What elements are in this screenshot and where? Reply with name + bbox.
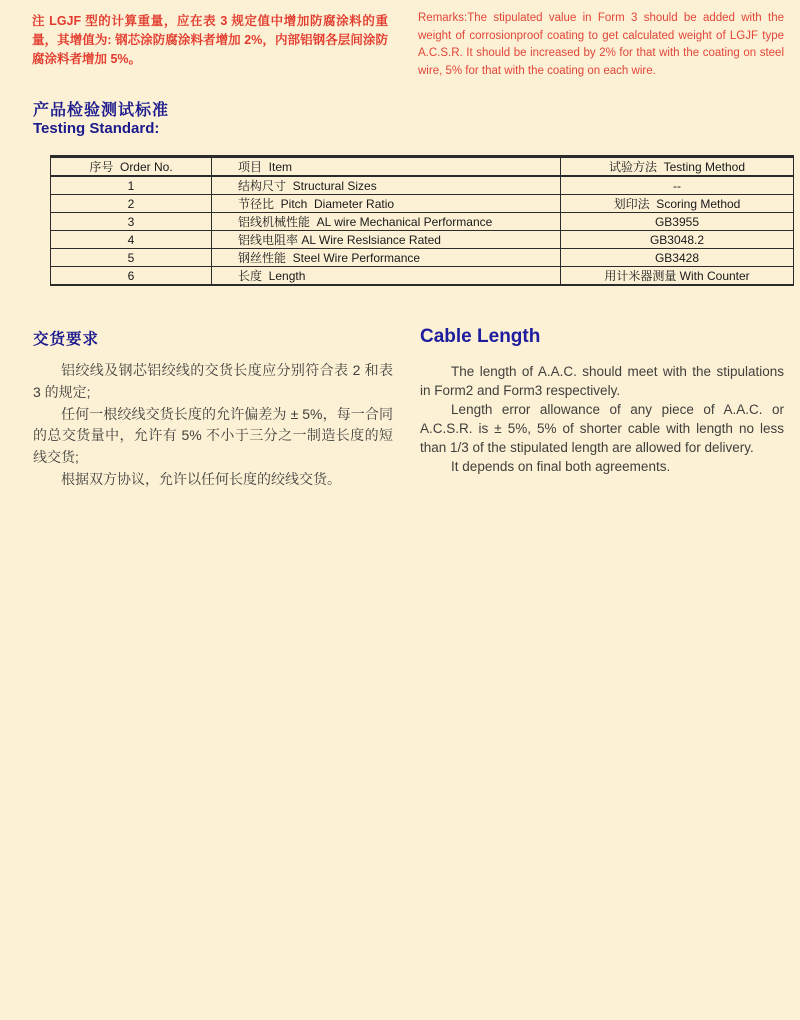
remark-note-chinese: 注 LGJF 型的计算重量，应在表 3 规定值中增加防腐涂料的重量，其增值为: 钢芯涂防腐涂料者增加 2%，内部铝钢各层间涂防腐涂料者增加 5%。 — [32, 14, 388, 66]
table-cell: -- — [561, 176, 794, 195]
table-cell: 3 — [51, 213, 212, 231]
table-header-row — [51, 157, 794, 177]
table-row — [51, 213, 794, 231]
table-body — [51, 176, 794, 285]
table-header-cell: 试验方法 Testing Method — [561, 157, 794, 177]
table-cell: 长度 Length — [212, 267, 561, 286]
table-row — [51, 195, 794, 213]
table-cell: GB3048.2 — [561, 231, 794, 249]
testing-standard-title-english: Testing Standard: — [33, 120, 160, 137]
table-cell: 钢丝性能 Steel Wire Performance — [212, 249, 561, 267]
table-row — [51, 176, 794, 195]
table-cell: 铝线机械性能 AL wire Mechanical Performance — [212, 213, 561, 231]
table-cell: 划印法 Scoring Method — [561, 195, 794, 213]
table-header-cell: 序号 Order No. — [51, 157, 212, 177]
table-cell: 6 — [51, 267, 212, 286]
table-cell: 节径比 Pitch Diameter Ratio — [212, 195, 561, 213]
delivery-paragraph: 铝绞线及钢芯铝绞线的交货长度应分别符合表 2 和表 3 的规定; — [33, 362, 393, 400]
table-cell: 4 — [51, 231, 212, 249]
table-cell: 1 — [51, 176, 212, 195]
table-cell: GB3428 — [561, 249, 794, 267]
testing-standard-title-chinese: 产品检验测试标准 — [33, 102, 170, 119]
table-row — [51, 267, 794, 286]
delivery-requirements-title: 交货要求 — [33, 331, 100, 348]
table-row — [51, 231, 794, 249]
table-header-cell: 项目 Item — [212, 157, 561, 177]
remark-note-english: Remarks:The stipulated value in Form 3 should be added with the weight of corrosionproof coating to get calculated weight of LGJF type A.C.S.R. It should be increased by 2% for that with the coating on steel wire, 5% for that with the coating on each wire. — [418, 12, 784, 77]
table-cell: 铝线电阻率 AL Wire Reslsiance Rated — [212, 231, 561, 249]
cable-length-body — [420, 362, 784, 476]
delivery-paragraph: 根据双方协议，允许以任何长度的绞线交货。 — [61, 470, 341, 487]
table-cell: 用计米器测量 With Counter — [561, 267, 794, 286]
table-cell: 5 — [51, 249, 212, 267]
table-cell: 结构尺寸 Structural Sizes — [212, 176, 561, 195]
cable-length-paragraph: It depends on final both agreements. — [451, 459, 671, 474]
table-cell: GB3955 — [561, 213, 794, 231]
testing-standard-table — [50, 155, 794, 286]
table-cell: 2 — [51, 195, 212, 213]
table-row — [51, 249, 794, 267]
delivery-requirements-body — [33, 360, 393, 491]
cable-length-paragraph: Length error allowance of any piece of A.A.C. or A.C.S.R. is ± 5%, 5% of shorter cable with length no less than 1/3 of the stipulated length are allowed for delivery. — [420, 402, 784, 455]
cable-length-title: Cable Length — [420, 326, 541, 347]
table-header — [51, 157, 794, 177]
delivery-paragraph: 任何一根绞线交货长度的允许偏差为 ± 5%，每一合同的总交货量中，允许有 5% 不小于三分之一制造长度的短线交货; — [33, 405, 393, 466]
cable-length-paragraph: The length of A.A.C. should meet with the stipulations in Form2 and Form3 respectively. — [420, 364, 784, 398]
